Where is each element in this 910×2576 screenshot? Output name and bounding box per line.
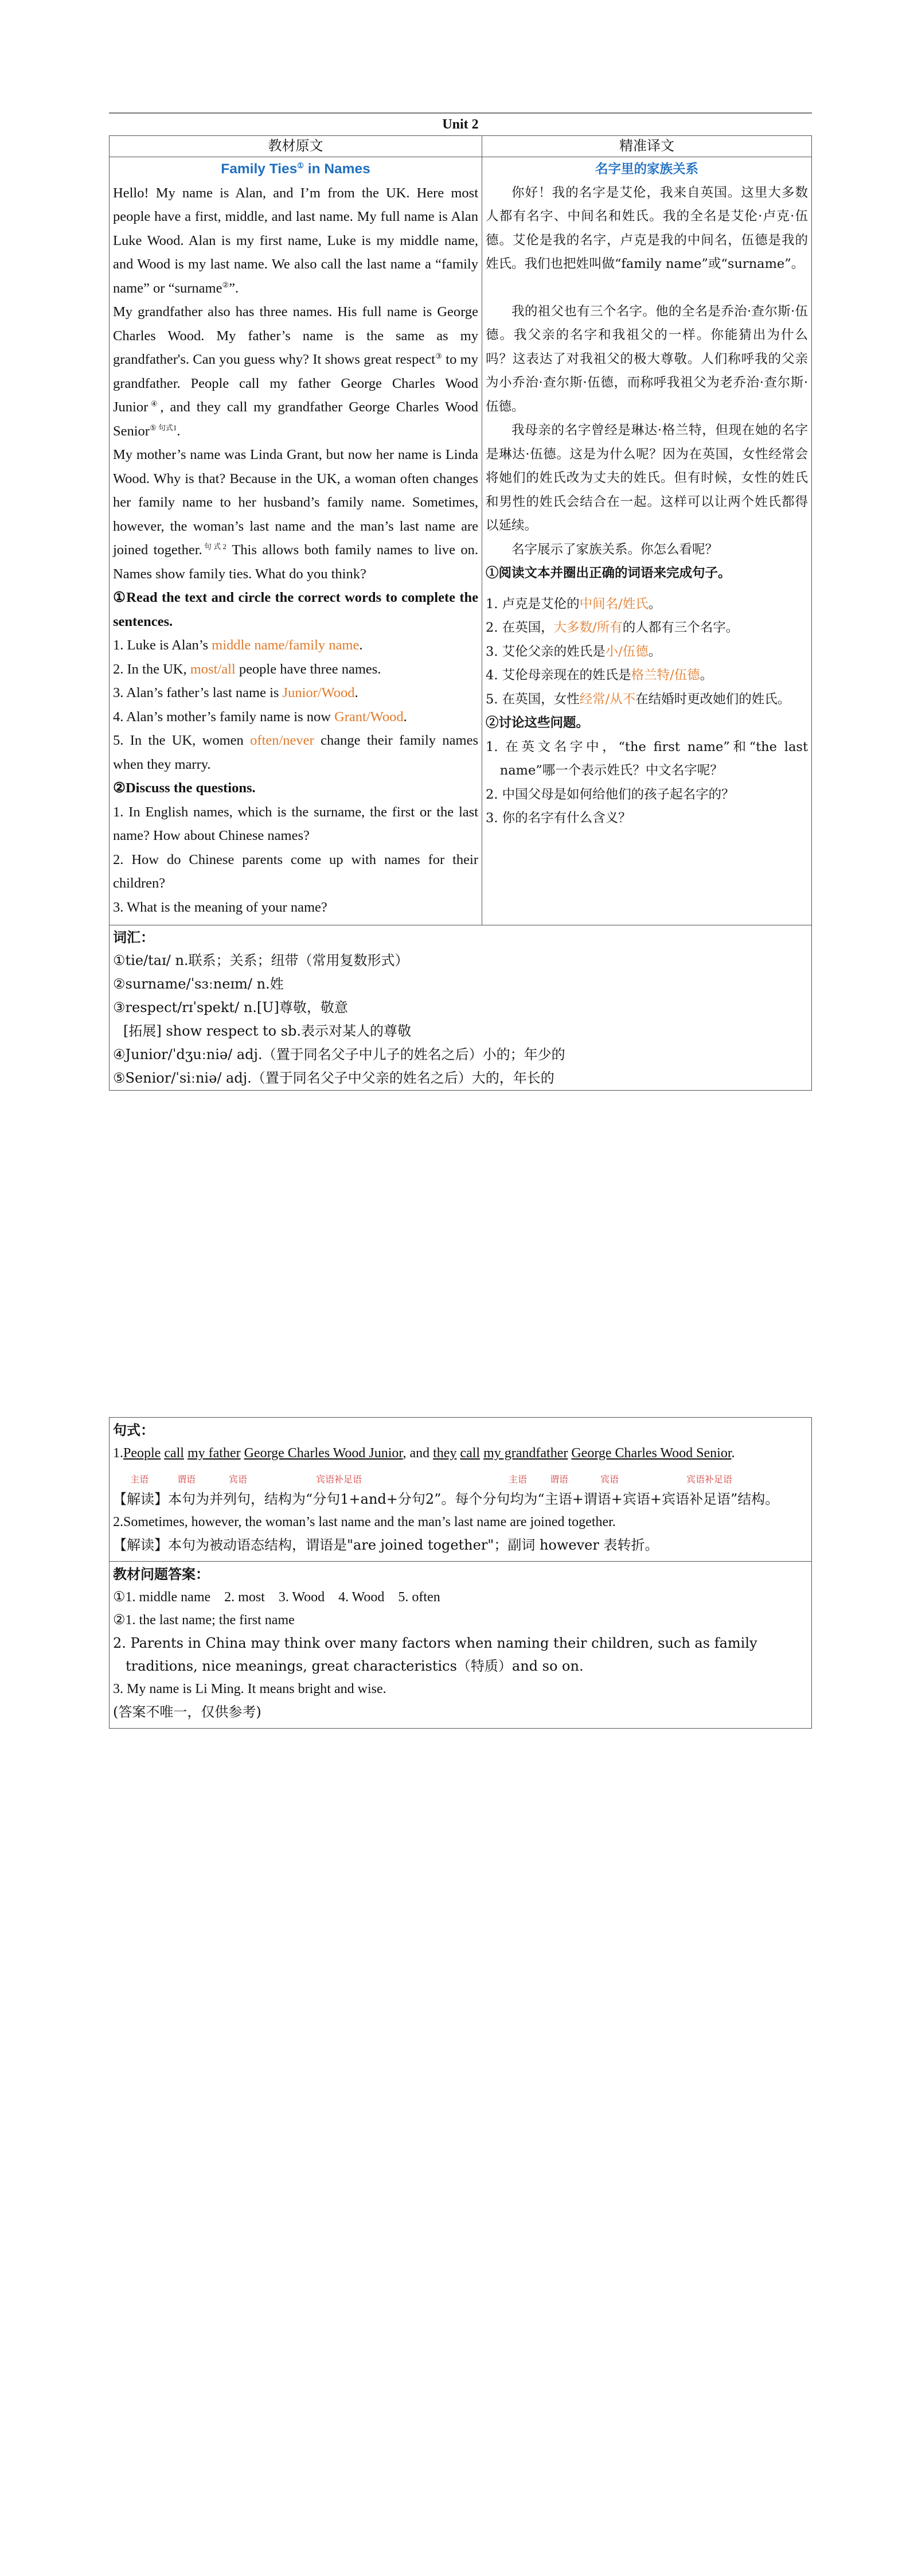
vocab-item: ②surname/ˈsɜːneɪm/ n.姓 (113, 976, 284, 992)
answer-item: 3. My name is Li Ming. It means bright and wise. (113, 1682, 386, 1696)
s1-complement: George Charles Wood Junior (244, 1446, 403, 1461)
top-rule (109, 112, 812, 114)
translation-cell (482, 157, 812, 925)
cn-task1-item: 4. 艾伦母亲现在的姓氏是格兰特/伍德。 (486, 668, 713, 683)
cn-paragraph-4: 名字展示了家族关系。你怎么看呢？ (511, 542, 718, 557)
label-complement-2: 宾语补足语 (686, 1474, 733, 1485)
answer-item: ②1. the last name; the first name (113, 1613, 295, 1628)
cn-task2-item: 3. 你的名字有什么含义？ (486, 811, 631, 826)
cn-task2-title: ②讨论这些问题。 (486, 715, 589, 730)
en-paragraph-2: My grandfather also has three names. His full name is George Charles Wood. My father’s name is the same as my grandfather's. Can you guess why? It shows great respect③ to my grandfather. People call my father George Charles Wood Junior④, and they call my grandfather George Charles Wood Senior$^{⑤ 句式1}$. (113, 304, 478, 439)
en-task1-item: 1. Luke is Alan’s middle name/family name. (113, 637, 363, 653)
vocab-title: 词汇： (113, 929, 154, 945)
cn-spacer (486, 586, 808, 593)
cn-title: 名字里的家族关系 (595, 162, 698, 176)
cn-task1-item: 2. 在英国，大多数/所有的人都有三个名字。 (486, 620, 739, 635)
cn-task2-item: 1. 在英文名字中，“the first name”和“the last name”哪一个表示姓氏？中文名字呢？ (486, 739, 808, 778)
unit-title: Unit 2 (442, 117, 479, 132)
en-task1-item: 3. Alan’s father’s last name is Junior/Wood. (113, 685, 358, 701)
s1-subject-2: they (433, 1446, 457, 1461)
cn-task1-item: 3. 艾伦父亲的姓氏是小/伍德。 (486, 644, 662, 659)
answer-note: (答案不唯一，仅供参考) (113, 1704, 261, 1720)
vocab-item: ①tie/taɪ/ n.联系；关系；纽带（常用复数形式） (113, 952, 409, 968)
answers-title: 教材问题答案： (113, 1566, 209, 1582)
label-predicate-2: 谓语 (550, 1474, 569, 1485)
s1-object: my father (187, 1446, 241, 1461)
en-task1-item: 5. In the UK, women often/never change their family names when they marry. (113, 733, 478, 772)
en-task1-title: ①Read the text and circle the correct words to complete the sentences. (113, 590, 478, 629)
cn-paragraph-1: 你好！我的名字是艾伦，我来自英国。这里大多数人都有名字、中间名和姓氏。我的全名是艾伦·卢克·伍德。艾伦是我的名字，卢克是我的中间名，伍德是我的姓氏。我们也把姓叫做“family name”或“surname”。 (486, 185, 808, 271)
answer-item: ①1. middle name 2. most 3. Wood 4. Wood 5. often (113, 1590, 440, 1605)
s1-predicate: call (164, 1446, 184, 1461)
cn-task1-item: 1. 卢克是艾伦的中间名/姓氏。 (486, 596, 662, 612)
label-object: 宾语 (229, 1474, 248, 1485)
original-text-cell (110, 157, 482, 925)
text-table (109, 135, 812, 1091)
cn-task2-item: 2. 中国父母是如何给他们的孩子起名字的？ (486, 787, 735, 802)
cn-spacer (486, 277, 808, 300)
s1-predicate-2: call (460, 1446, 481, 1461)
header-translation: 精准译文 (482, 136, 812, 157)
en-task2-item: 1. In English names, which is the surname, the first or the last name? How about Chinese names? (113, 804, 478, 843)
cn-paragraph-3: 我母亲的名字曾经是琳达·格兰特，但现在她的名字是琳达·伍德。这是为什么呢？因为在英国，女性经常会将她们的姓氏改为丈夫的姓氏。但有时候，女性的姓氏和男性的姓氏会结合在一起。这样可以让两个姓氏都得以延续。 (486, 423, 808, 533)
vocab-item: ⑤Senior/ˈsiːniə/ adj.（置于同名父子中父亲的姓名之后）大的，年长的 (113, 1070, 554, 1086)
sentence-cell (110, 1418, 812, 1562)
sentence-1: 1.People call my father George Charles Wood Junior, and they call my grandfather George Charles Wood Senior. (113, 1446, 735, 1461)
vocab-item: ③respect/rɪˈspekt/ n.[U]尊敬，敬意 (113, 999, 348, 1015)
en-title: Family Ties① in Names (221, 161, 370, 177)
s1-subject: People (123, 1446, 161, 1461)
s1-complement-2: George Charles Wood Senior (571, 1446, 732, 1461)
en-paragraph-3: My mother’s name was Linda Grant, but now her name is Linda Wood. Why is that? Because in the UK, a woman often changes her family name to her husband’s family name. Sometimes, however, the woman’s last name and the man’s last name are joined together.$^{句式2}$ This allows both family names to live on. Names show family ties. What do you think? (113, 447, 478, 582)
vocab-extension: [拓展] show respect to sb.表示对某人的尊敬 (123, 1023, 412, 1039)
label-subject-2: 主语 (509, 1474, 528, 1485)
sentence-2-note: 【解读】本句为被动语态结构，谓语是"are joined together"；副词 however 表转折。 (113, 1537, 659, 1553)
en-task2-item: 3. What is the meaning of your name? (113, 899, 327, 915)
label-complement: 宾语补足语 (316, 1474, 362, 1485)
sentence-2: 2.Sometimes, however, the woman’s last name and the man’s last name are joined together. (113, 1515, 616, 1530)
label-object-2: 宾语 (600, 1474, 619, 1485)
cn-task1-item: 5. 在英国，女性经常/从不在结婚时更改她们的姓氏。 (486, 691, 791, 707)
sentence-1-note: 【解读】本句为并列句，结构为“分句1+and+分句2”。每个分句均为“主语+谓语+宾语+宾语补足语”结构。 (113, 1491, 779, 1507)
label-predicate: 谓语 (177, 1474, 196, 1485)
grammar-labels (113, 1465, 808, 1488)
answers-cell (110, 1562, 812, 1729)
notes-table (109, 1417, 812, 1729)
header-original: 教材原文 (110, 136, 482, 157)
en-task1-item: 2. In the UK, most/all people have three names. (113, 661, 381, 677)
vocabulary-cell (110, 925, 812, 1091)
en-task2-item: 2. How do Chinese parents come up with names for their children? (113, 851, 478, 891)
answer-item: 2. Parents in China may think over many factors when naming their children, such as family traditions, nice meanings, great characteristics（特质）and so on. (113, 1635, 757, 1674)
cn-task1-title: ①阅读文本并圈出正确的词语来完成句子。 (486, 566, 731, 581)
sentence-title: 句式： (113, 1422, 154, 1438)
en-task2-title: ②Discuss the questions. (113, 780, 256, 796)
cn-paragraph-2: 我的祖父也有三个名字。他的全名是乔治·查尔斯·伍德。我父亲的名字和我祖父的一样。你能猜出为什么吗？这表达了对我祖父的极大尊敬。人们称呼我的父亲为小乔治·查尔斯·伍德，而称呼我祖父为老乔治·查尔斯·伍德。 (486, 303, 808, 414)
en-paragraph-1: Hello! My name is Alan, and I’m from the UK. Here most people have a first, middle, and last name. My full name is Alan Luke Wood. Alan is my first name, Luke is my middle name, and Wood is my last name. We also call the last name a “family name” or “surname②”. (113, 185, 478, 296)
label-subject: 主语 (130, 1474, 149, 1485)
en-task1-item: 4. Alan’s mother’s family name is now Grant/Wood. (113, 709, 407, 725)
s1-object-2: my grandfather (483, 1446, 568, 1461)
vocab-item: ④Junior/ˈdʒuːniə/ adj.（置于同名父子中儿子的姓名之后）小的；年少的 (113, 1046, 565, 1063)
